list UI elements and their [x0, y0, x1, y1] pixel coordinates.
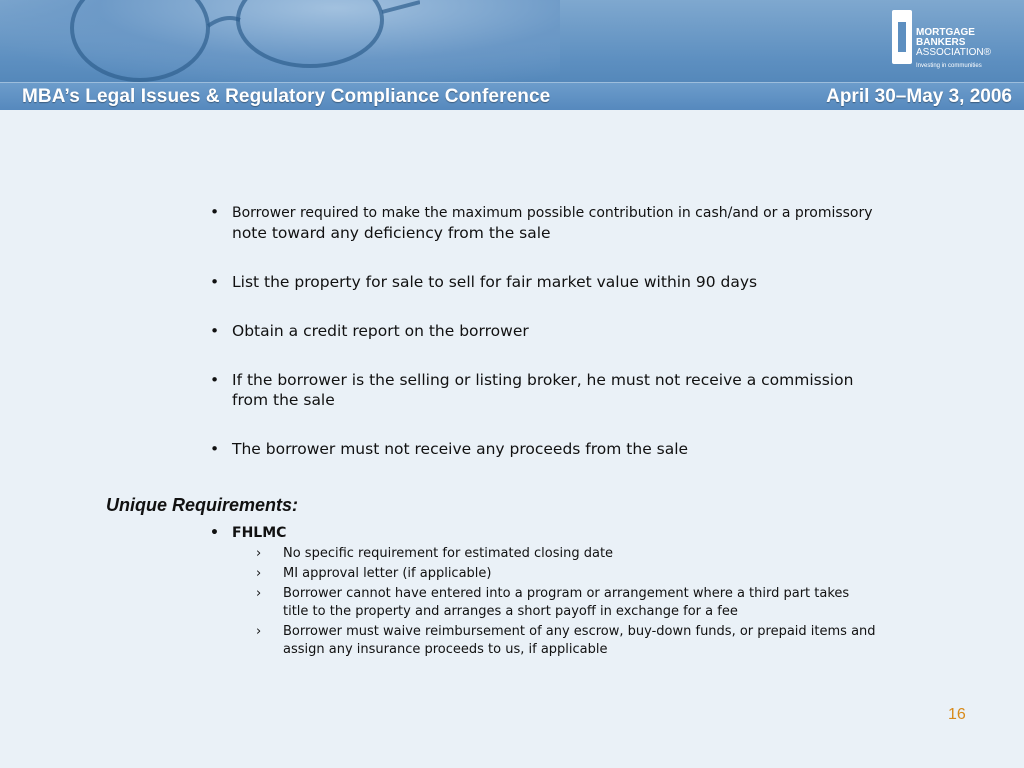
list-item: • Obtain a credit report on the borrower — [210, 321, 890, 341]
requirements-list — [210, 202, 890, 488]
list-item: • If the borrower is the selling or listing broker, he must not receive a commission from the sale — [210, 370, 890, 410]
conference-date: April 30–May 3, 2006 — [826, 86, 1012, 107]
section-heading: Unique Requirements: — [106, 495, 299, 515]
conference-title: MBA’s Legal Issues & Regulatory Compliance Conference — [22, 86, 551, 107]
list-item: › Borrower must waive reimbursement of any escrow, buy-down funds, or prepaid items and assign any insurance proceeds to us, if applicable — [256, 623, 876, 659]
list-item: • The borrower must not receive any proceeds from the sale — [210, 439, 890, 459]
list-item: › No specific requirement for estimated closing date — [256, 545, 876, 563]
page-number: 16 — [948, 706, 966, 723]
program-heading: • FHLMC — [210, 525, 286, 541]
list-item: › Borrower cannot have entered into a program or arrangement where a third part takes title to the property and arranges a short payoff in exchange for a fee — [256, 585, 876, 621]
list-item: › MI approval letter (if applicable) — [256, 565, 876, 583]
list-item: • Borrower required to make the maximum possible contribution in cash/and or a promissory note toward any deficiency from the sale — [210, 202, 890, 243]
mba-logo-tagline: Investing in communities — [916, 63, 982, 69]
mba-logo-text: MORTGAGE BANKERS ASSOCIATION® — [916, 27, 991, 58]
list-item: • List the property for sale to sell for fair market value within 90 days — [210, 272, 890, 292]
fhlmc-requirements-list — [256, 545, 876, 661]
